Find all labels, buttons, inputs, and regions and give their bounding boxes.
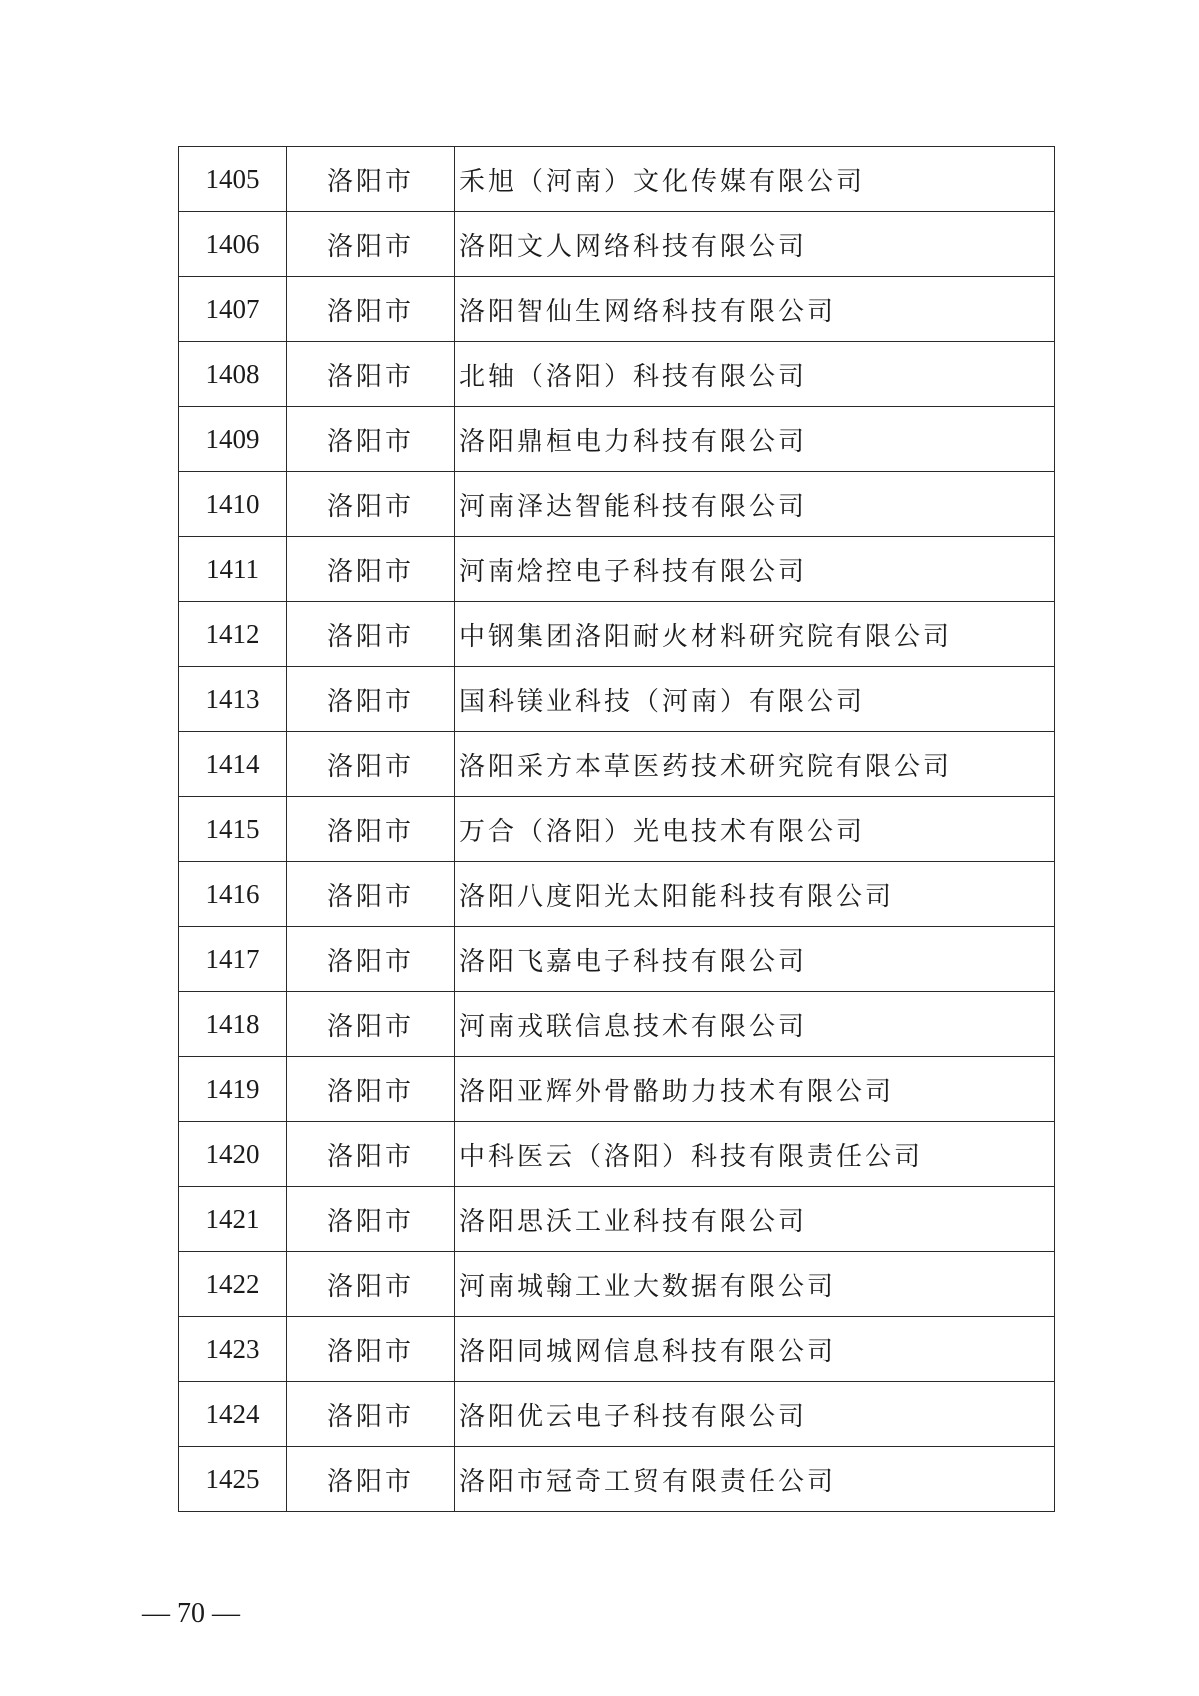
row-city: 洛阳市 xyxy=(287,472,455,537)
table-row xyxy=(179,407,1055,472)
table-row xyxy=(179,1122,1055,1187)
row-number: 1418 xyxy=(179,992,287,1057)
row-number: 1424 xyxy=(179,1382,287,1447)
table-row xyxy=(179,732,1055,797)
row-company-name: 国科镁业科技（河南）有限公司 xyxy=(455,667,1055,732)
table-row xyxy=(179,342,1055,407)
table-row xyxy=(179,602,1055,667)
row-company-name: 洛阳采方本草医药技术研究院有限公司 xyxy=(455,732,1055,797)
row-company-name: 洛阳智仙生网络科技有限公司 xyxy=(455,277,1055,342)
row-company-name: 万合（洛阳）光电技术有限公司 xyxy=(455,797,1055,862)
row-number: 1422 xyxy=(179,1252,287,1317)
table-row xyxy=(179,537,1055,602)
table-row xyxy=(179,147,1055,212)
table-row xyxy=(179,667,1055,732)
row-city: 洛阳市 xyxy=(287,602,455,667)
row-company-name: 北轴（洛阳）科技有限公司 xyxy=(455,342,1055,407)
row-number: 1423 xyxy=(179,1317,287,1382)
row-city: 洛阳市 xyxy=(287,862,455,927)
row-company-name: 洛阳思沃工业科技有限公司 xyxy=(455,1187,1055,1252)
row-number: 1413 xyxy=(179,667,287,732)
row-city: 洛阳市 xyxy=(287,342,455,407)
table-row xyxy=(179,472,1055,537)
page-number: — 70 — xyxy=(142,1598,240,1629)
row-company-name: 洛阳飞嘉电子科技有限公司 xyxy=(455,927,1055,992)
row-number: 1415 xyxy=(179,797,287,862)
row-company-name: 洛阳市冠奇工贸有限责任公司 xyxy=(455,1447,1055,1512)
row-company-name: 河南泽达智能科技有限公司 xyxy=(455,472,1055,537)
row-company-name: 禾旭（河南）文化传媒有限公司 xyxy=(455,147,1055,212)
row-number: 1421 xyxy=(179,1187,287,1252)
row-company-name: 洛阳优云电子科技有限公司 xyxy=(455,1382,1055,1447)
row-city: 洛阳市 xyxy=(287,992,455,1057)
row-number: 1409 xyxy=(179,407,287,472)
row-number: 1419 xyxy=(179,1057,287,1122)
row-city: 洛阳市 xyxy=(287,212,455,277)
row-city: 洛阳市 xyxy=(287,277,455,342)
row-city: 洛阳市 xyxy=(287,147,455,212)
row-city: 洛阳市 xyxy=(287,797,455,862)
table-row xyxy=(179,277,1055,342)
row-number: 1414 xyxy=(179,732,287,797)
row-number: 1412 xyxy=(179,602,287,667)
row-company-name: 洛阳文人网络科技有限公司 xyxy=(455,212,1055,277)
row-company-name: 洛阳亚辉外骨骼助力技术有限公司 xyxy=(455,1057,1055,1122)
row-company-name: 河南焓控电子科技有限公司 xyxy=(455,537,1055,602)
row-number: 1425 xyxy=(179,1447,287,1512)
row-city: 洛阳市 xyxy=(287,1252,455,1317)
row-city: 洛阳市 xyxy=(287,1447,455,1512)
row-number: 1407 xyxy=(179,277,287,342)
row-city: 洛阳市 xyxy=(287,1057,455,1122)
table-body xyxy=(179,147,1055,1512)
table-row xyxy=(179,1187,1055,1252)
row-company-name: 中科医云（洛阳）科技有限责任公司 xyxy=(455,1122,1055,1187)
row-city: 洛阳市 xyxy=(287,667,455,732)
row-city: 洛阳市 xyxy=(287,407,455,472)
row-number: 1411 xyxy=(179,537,287,602)
row-number: 1417 xyxy=(179,927,287,992)
table-row xyxy=(179,927,1055,992)
row-company-name: 河南城翰工业大数据有限公司 xyxy=(455,1252,1055,1317)
row-company-name: 中钢集团洛阳耐火材料研究院有限公司 xyxy=(455,602,1055,667)
row-number: 1416 xyxy=(179,862,287,927)
row-company-name: 洛阳同城网信息科技有限公司 xyxy=(455,1317,1055,1382)
table-row xyxy=(179,212,1055,277)
table-row xyxy=(179,1382,1055,1447)
row-city: 洛阳市 xyxy=(287,1382,455,1447)
table-row xyxy=(179,797,1055,862)
row-number: 1406 xyxy=(179,212,287,277)
row-city: 洛阳市 xyxy=(287,537,455,602)
table-row xyxy=(179,1057,1055,1122)
row-number: 1405 xyxy=(179,147,287,212)
company-list-table xyxy=(178,146,1055,1512)
row-city: 洛阳市 xyxy=(287,732,455,797)
table-row xyxy=(179,1317,1055,1382)
row-number: 1408 xyxy=(179,342,287,407)
table-row xyxy=(179,1447,1055,1512)
row-city: 洛阳市 xyxy=(287,1122,455,1187)
table-row xyxy=(179,1252,1055,1317)
row-city: 洛阳市 xyxy=(287,1187,455,1252)
row-city: 洛阳市 xyxy=(287,927,455,992)
row-number: 1420 xyxy=(179,1122,287,1187)
table-row xyxy=(179,992,1055,1057)
table-row xyxy=(179,862,1055,927)
row-company-name: 河南戎联信息技术有限公司 xyxy=(455,992,1055,1057)
row-city: 洛阳市 xyxy=(287,1317,455,1382)
row-company-name: 洛阳鼎桓电力科技有限公司 xyxy=(455,407,1055,472)
row-company-name: 洛阳八度阳光太阳能科技有限公司 xyxy=(455,862,1055,927)
row-number: 1410 xyxy=(179,472,287,537)
